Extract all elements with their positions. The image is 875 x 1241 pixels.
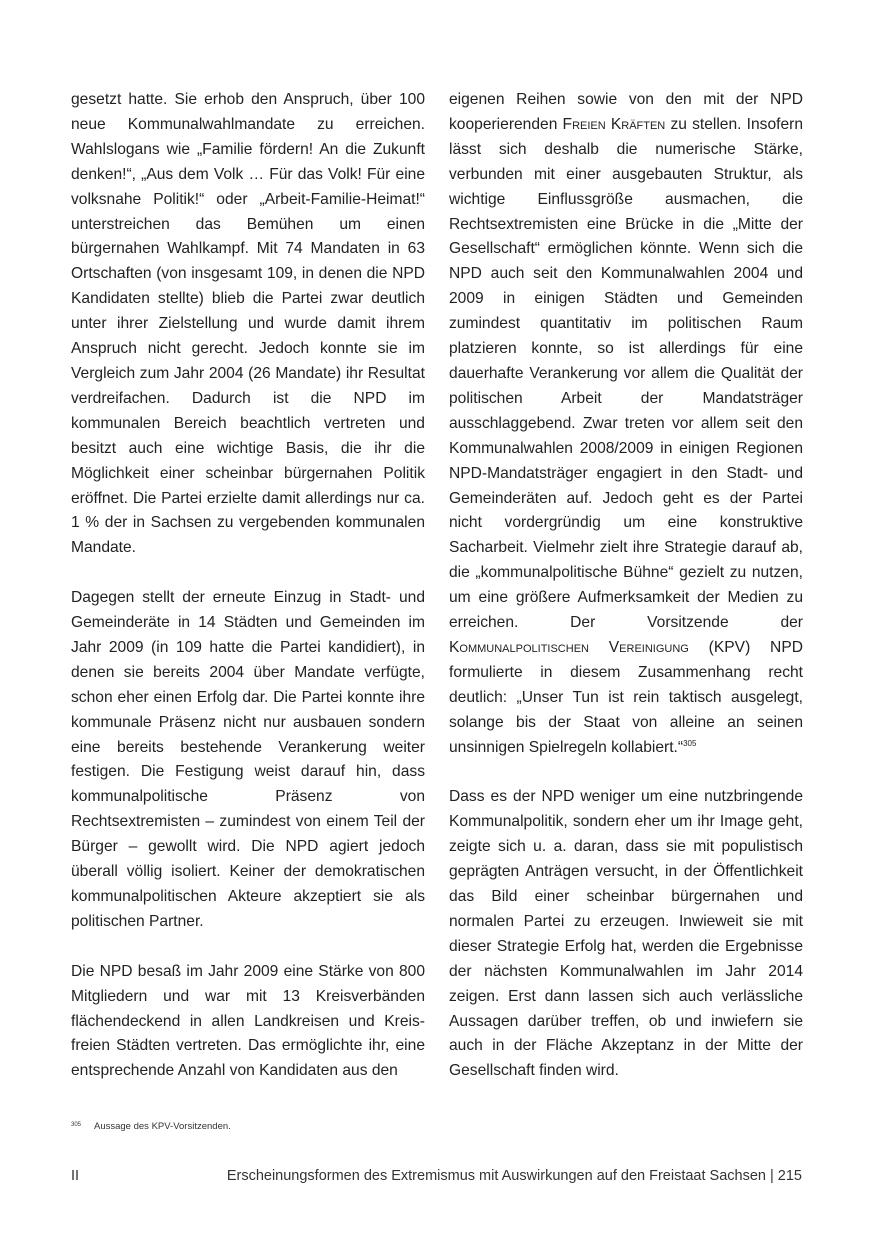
left-text-column bbox=[71, 88, 425, 1084]
paragraph: gesetzt hatte. Sie erhob den Anspruch, über 100 neue Kommunalwahlmandate zu erreichen. Wahlslogans wie „Familie fördern! An die Zukunft denken!“, „Aus dem Volk … Für das Volk! Für eine volksnahe Politik!“ oder „Arbeit-Familie-Heimat!“ unterstreichen das Bemühen um einen bürgernahen Wahlkampf. Mit 74 Mandaten in 63 Ortschaften (von insgesamt 109, in denen die NPD Kandidaten stellte) blieb die Partei zwar deutlich unter ihrer Zielstellung und wurde damit ihrem Anspruch nicht gerecht. Jedoch konnte sie im Vergleich zum Jahr 2004 (26 Mandate) ihr Resultat verdreifachen. Dadurch ist die NPD im kommunalen Bereich beachtlich vertreten und besitzt auch eine wichtige Basis, die ihr die Möglichkeit einer scheinbar bürgernahen Politik eröffnet. Die Partei erzielte damit allerdings nur ca. 1 % der in Sachsen zu vergebenden kommunalen Mandate. bbox=[71, 91, 425, 557]
text-run: eigenen Reihen sowie von den mit der NPD kooperierenden bbox=[449, 91, 803, 133]
footnote-text: Aussage des KPV-Vorsitzenden. bbox=[94, 1121, 231, 1132]
footnote-number: 305 bbox=[71, 1122, 82, 1128]
paragraph: Dagegen stellt der erneute Einzug in Stadt- und Gemeinderäte in 14 Städten und Gemeinden im Jahr 2009 (in 109 hatte die Partei kandidiert), in denen sie bereits 2004 über Mandate verfügte, schon eher einen Erfolg dar. Die Partei konnte ihre kommunale Präsenz nicht nur ausbauen sondern eine bereits bestehende Verankerung weiter festigen. Die Festigung weist darauf hin, dass kommunalpolitische Präsenz von Rechtsextremisten – zumindest von einem Teil der Bürger – gewollt wird. Die NPD agiert jedoch überall völlig isoliert. Keiner der demokratischen kommunalpolitischen Akteure akzeptiert sie als politischen Partner. bbox=[71, 589, 425, 930]
running-title: Erscheinungsformen des Extremismus mit Auswirkungen auf den Freistaat Sachsen | 215 bbox=[226, 1168, 802, 1184]
section-mark: II bbox=[71, 1168, 80, 1184]
text-run: (KPV) NPD formulierte in diesem Zusammenhang recht deutlich: „Unser Tun ist rein taktisch ausgelegt, solange bis der Staat von alleine an seinen unsinnigen Spielregeln kollabiert.“ bbox=[449, 638, 803, 756]
text-run: zu stellen. Insofern lässt sich deshalb die numerische Stärke, verbunden mit einer ausgebauten Struktur, als wichtige Einflussgröße ausmachen, die Rechtsextremisten eine Brücke in die „Mitte der Gesellschaft“ ermöglichen könnte. Wenn sich die NPD auch seit den Kommunalwahlen 2004 und 2009 in einigen Städten und Gemeinden zumindest quantitativ im politischen Raum platzieren konnte, so ist allerdings für eine dauerhafte Verankerung vor allem die Qualität der politischen Arbeit der Mandatsträger ausschlaggebend. Zwar treten vor allem seit den Kommunalwahlen 2008/2009 in einigen Regionen NPD-Mandatsträger engagiert in den Stadt- und Gemeinderäten auf. Jedoch geht es der Partei nicht vordergründig um eine konstruktive Sacharbeit. Vielmehr zielt ihre Strategie darauf ab, die „kommunalpolitische Bühne“ gezielt zu nutzen, um eine größere Aufmerksamkeit der Medien zu erreichen. Der Vorsitzende der bbox=[449, 115, 803, 632]
small-caps-term: Freien Kräften bbox=[562, 115, 666, 133]
paragraph bbox=[449, 88, 803, 760]
paragraph: Die NPD besaß im Jahr 2009 eine Stärke von 800 Mitgliedern und war mit 13 Kreisverbänden flächendeckend in allen Landkreisen und Kreisfreien Städten vertreten. Das ermöglichte ihr, eine entsprechende Anzahl von Kandidaten aus den bbox=[71, 962, 425, 1080]
right-text-column bbox=[449, 88, 803, 1084]
footnote-reference[interactable]: 305 bbox=[683, 738, 697, 748]
footnote bbox=[71, 1120, 231, 1134]
paragraph: Dass es der NPD weniger um eine nutzbringende Kommunalpolitik, sondern eher um ihr Image geht, zeigte sich u. a. daran, dass sie mit populistisch geprägten Anträgen versucht, in der Öffentlichkeit das Bild einer scheinbar bürgernahen und normalen Partei zu erzeugen. Inwieweit sie mit dieser Strategie Erfolg hat, werden die Ergebnisse der nächsten Kommunalwahlen im Jahr 2014 zeigen. Erst dann lassen sich auch verlässliche Aussagen darüber treffen, ob und inwiefern sie auch in der Fläche Akzeptanz in der Mitte der Gesellschaft finden wird. bbox=[449, 788, 803, 1080]
small-caps-term: Kommunalpolitischen Vereinigung bbox=[449, 638, 689, 656]
